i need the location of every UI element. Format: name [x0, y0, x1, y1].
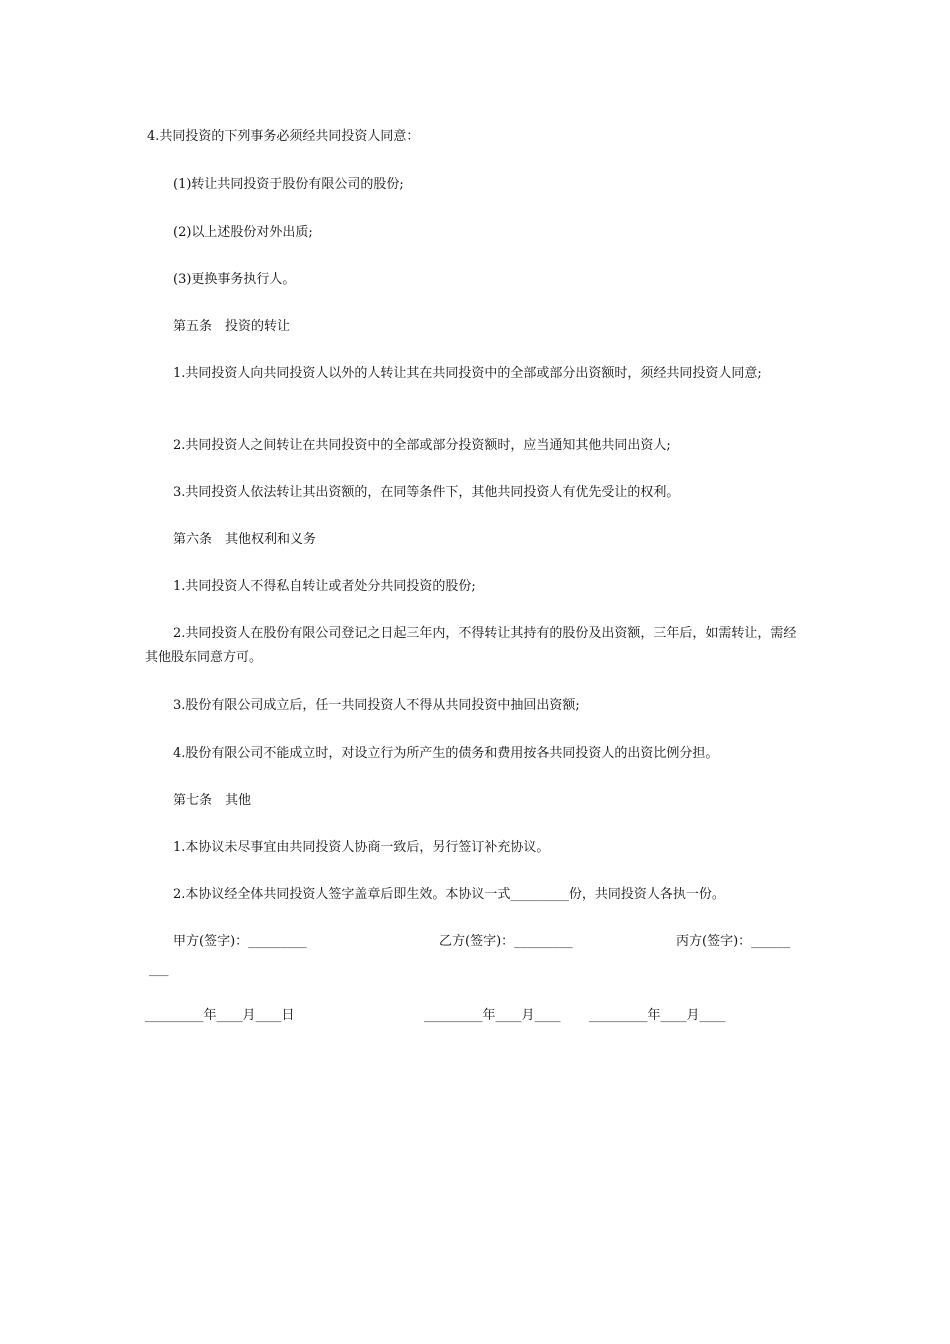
article7-item-1: 1.本协议未尽事宜由共同投资人协商一致后，另行签订补充协议。 — [173, 840, 550, 855]
article6-heading: 第六条 其他权利和义务 — [173, 532, 317, 547]
clause4-item-1: (1)转让共同投资于股份有限公司的股份; — [173, 177, 404, 192]
clause4-item-3: (3)更换事务执行人。 — [173, 272, 296, 287]
clause4-intro: 4.共同投资的下列事务必须经共同投资人同意： — [147, 129, 420, 144]
article6-item-1: 1.共同投资人不得私自转让或者处分共同投资的股份; — [173, 579, 476, 594]
article6-item-3: 3.股份有限公司成立后，任一共同投资人不得从共同投资中抽回出资额; — [173, 698, 580, 713]
signature-party-c: 丙方(签字)：______ — [676, 934, 791, 949]
signature-party-a: 甲方(签字)：_________ — [173, 934, 307, 949]
article5-item-3: 3.共同投资人依法转让其出资额的，在同等条件下，其他共同投资人有优先受让的权利。 — [173, 485, 680, 500]
clause4-item-2: (2)以上述股份对外出质; — [173, 225, 313, 240]
date-party-a: _________年____月____日 — [145, 1008, 295, 1023]
article7-heading: 第七条 其他 — [173, 793, 252, 808]
article6-item-4: 4.股份有限公司不能成立时，对设立行为所产生的债务和费用按各共同投资人的出资比例分担。 — [173, 746, 719, 761]
article6-item-2: 2.共同投资人在股份有限公司登记之日起三年内，不得转让其持有的股份及出资额，三年后，如需转让，需经其他股东同意方可。 — [145, 626, 797, 665]
date-party-c: _________年____月____ — [589, 1008, 726, 1023]
article5-item-2: 2.共同投资人之间转让在共同投资中的全部或部分投资额时，应当通知其他共同出资人; — [173, 438, 671, 453]
date-party-b: _________年____月____ — [424, 1008, 561, 1023]
article7-item-2: 2.本协议经全体共同投资人签字盖章后即生效。本协议一式_________份，共同投资人各执一份。 — [173, 887, 725, 902]
article5-item-1: 1.共同投资人向共同投资人以外的人转让其在共同投资中的全部或部分出资额时，须经共同投资人同意; — [173, 366, 762, 381]
article5-heading: 第五条 投资的转让 — [173, 319, 291, 334]
signature-party-c-continued: ___ — [149, 962, 169, 977]
signature-party-b: 乙方(签字)：_________ — [439, 934, 573, 949]
